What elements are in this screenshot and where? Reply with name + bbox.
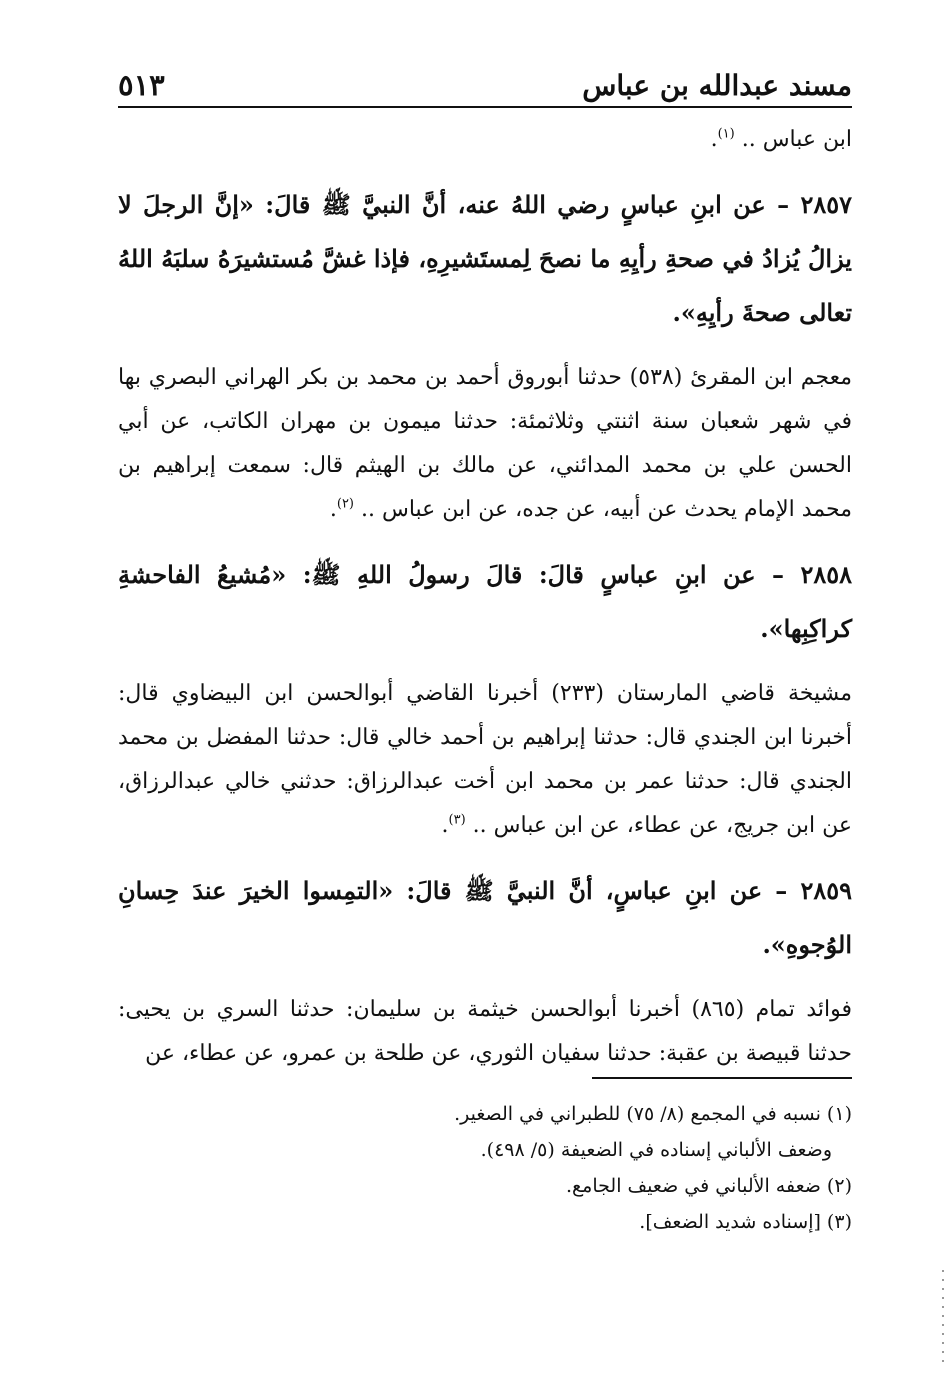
hadith-text: – عن ابنِ عباسٍ، أنَّ النبيَّ ﷺ قالَ: «التمِسوا الخيرَ عندَ حِسانِ الوُجوهِ». [118, 876, 852, 959]
hadith-number: ٢٨٥٩ [800, 876, 852, 905]
paragraph-text: معجم ابن المقرئ (٥٣٨) حدثنا أبوروق أحمد بن محمد بن بكر الهراني البصري بها في شهر شعبان سنة اثنتي وثلاثمئة: حدثنا ميمون بن مهران الكاتب، عن أبي الحسن علي بن محمد المدائني، عن مالك بن الهيثم قال: سمعت إبراهيم بن محمد الإمام يحدث عن أبيه، عن جده، عن ابن عباس .. [118, 365, 852, 522]
hadith-text: – عن ابنِ عباسٍ رضي اللهُ عنه، أنَّ النبيَّ ﷺ قالَ: «إنَّ الرجلَ لا يزالُ يُزادُ في صحةِ رأيِهِ ما نصحَ لِمستَشيرِهِ، فإذا غشَّ مُستشيرَهُ سلبَهُ اللهُ تعالى صحةَ رأيِهِ». [118, 190, 852, 327]
footnote-ref: (٣) [448, 812, 466, 828]
footnote-2: (٢) ضعفه الألباني في ضعيف الجامع. [566, 1175, 852, 1197]
paragraph-text: ابن عباس .. [734, 127, 852, 152]
source-paragraph-2858: مشيخة قاضي المارستان (٢٣٣) أخبرنا القاضي أبوالحسن ابن البيضاوي قال: أخبرنا ابن الجندي قال: حدثنا إبراهيم بن أحمد خالي قال: حدثنا المفضل بن محمد الجندي قال: حدثنا عمر بن محمد ابن أخت عبدالرزاق: حدثني خالي عبدالرزاق، عن ابن جريج، عن عطاء، عن ابن عباس .. $^{(٣)}$. [118, 681, 852, 838]
hadith-number: ٢٨٥٨ [800, 560, 852, 589]
page-number: ٥١٣ [118, 68, 165, 102]
footnotes [118, 1096, 852, 1240]
hadith-number: ٢٨٥٧ [800, 190, 853, 219]
source-paragraph-2857: معجم ابن المقرئ (٥٣٨) حدثنا أبوروق أحمد بن محمد بن بكر الهراني البصري بها في شهر شعبان سنة اثنتي وثلاثمئة: حدثنا ميمون بن مهران الكاتب، عن أبي الحسن علي بن محمد المدائني، عن مالك بن الهيثم قال: سمعت إبراهيم بن محمد الإمام يحدث عن أبيه، عن جده، عن ابن عباس .. $^{(٢)}$. [118, 365, 852, 522]
footnote-3: (٣) [إسناده شديد الضعف]. [639, 1211, 852, 1233]
page-header [118, 62, 852, 108]
hadith-2857 [118, 178, 852, 340]
page-edge-mark [942, 1270, 944, 1365]
running-title: مسند عبدالله بن عباس [582, 69, 852, 102]
footnote-ref: (١) [717, 126, 735, 142]
source-paragraph-2859 [118, 988, 852, 1076]
footnote-divider [592, 1077, 852, 1079]
paragraph-text: فوائد تمام (٨٦٥) أخبرنا أبوالحسن خيثمة بن سليمان: حدثنا السري بن يحيى: حدثنا قبيصة بن عقبة: حدثنا سفيان الثوري، عن طلحة بن عمرو، عن عطاء، عن [118, 997, 852, 1066]
continuation-paragraph: ابن عباس .. $^{(١)}$. [710, 126, 852, 152]
main-text [118, 118, 852, 1092]
footnote-ref: (٢) [336, 496, 354, 512]
paragraph-text: مشيخة قاضي المارستان (٢٣٣) أخبرنا القاضي أبوالحسن ابن البيضاوي قال: أخبرنا ابن الجندي قال: حدثنا إبراهيم بن أحمد خالي قال: حدثنا المفضل بن محمد الجندي قال: حدثنا عمر بن محمد ابن أخت عبدالرزاق: حدثني خالي عبدالرزاق، عن ابن جريج، عن عطاء، عن ابن عباس .. [118, 681, 852, 838]
hadith-2859 [118, 864, 852, 972]
hadith-text: – عن ابنِ عباسٍ قالَ: قالَ رسولُ اللهِ ﷺ: «مُشيعُ الفاحشةِ كراكِبِها». [118, 560, 852, 643]
hadith-2858 [118, 548, 852, 656]
footnote-1-continuation: وضعف الألباني إسناده في الضعيفة (٥/ ٤٩٨). [480, 1139, 832, 1161]
footnote-1: (١) نسبه في المجمع (٨/ ٧٥) للطبراني في الصغير. [454, 1103, 852, 1125]
